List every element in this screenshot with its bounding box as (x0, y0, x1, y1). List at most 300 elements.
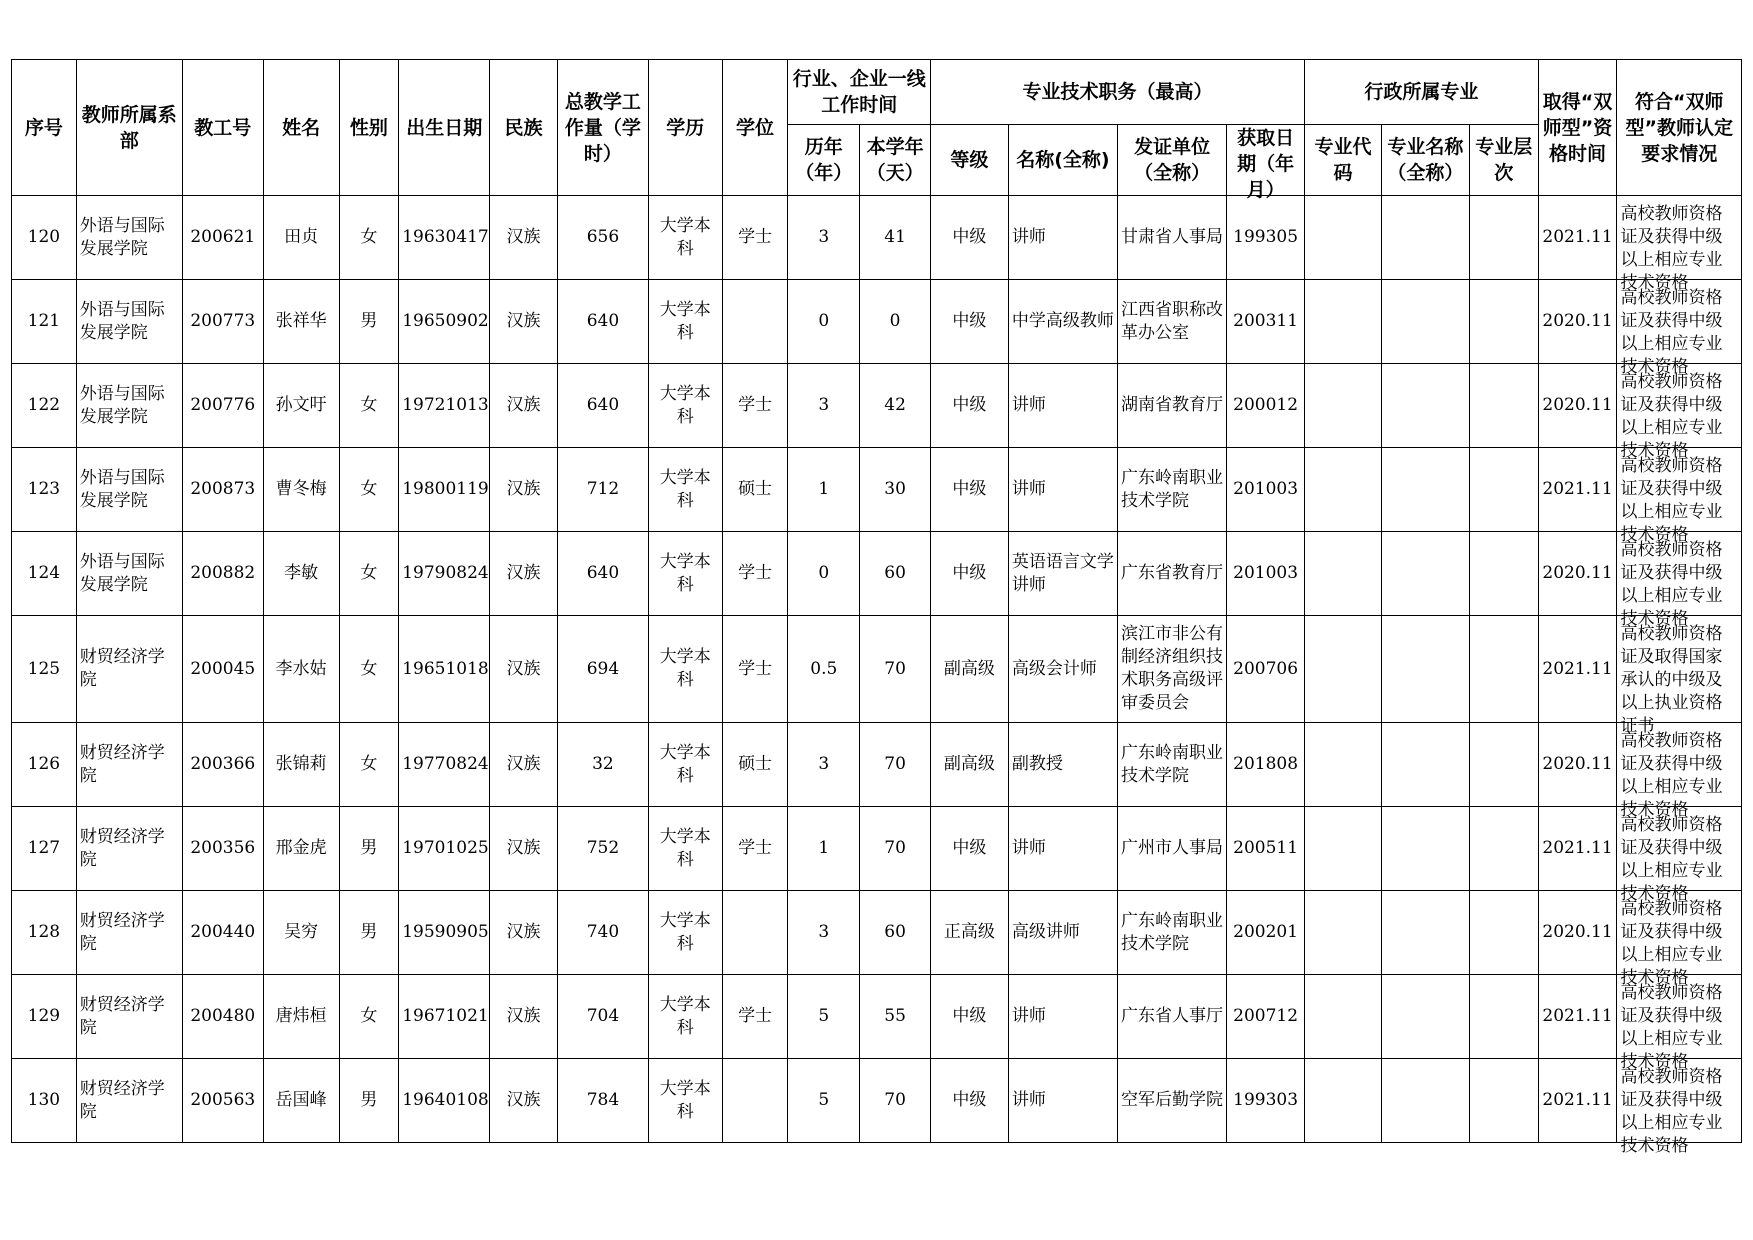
cell-workload (557, 616, 648, 723)
cell-requirement-text: 高校教师资格证及取得国家承认的中级及以上执业资格证书 (1620, 624, 1723, 736)
cell-prof-level-text: 副高级 (943, 658, 995, 679)
cell-prof-title-text: 副教授 (1011, 754, 1063, 774)
cell-cert-time-text: 2021.11 (1542, 1006, 1613, 1026)
teacher-qualification-table (11, 59, 1742, 1156)
cell-prof-date (1227, 891, 1305, 975)
cell-seq-text: 123 (27, 479, 61, 499)
cell-cert-time-text: 2020.11 (1542, 754, 1613, 774)
cell-degree-text: 学士 (738, 395, 773, 415)
cell-prof-level-text: 中级 (952, 395, 987, 415)
table-row (12, 616, 1742, 723)
cell-workload (557, 723, 648, 807)
cell-prof-date (1227, 280, 1305, 364)
cell-dept (76, 196, 182, 280)
cell-degree (722, 1059, 788, 1143)
cell-prof-date (1227, 364, 1305, 448)
header-ethnicity: 民族 (490, 60, 558, 196)
cell-name (263, 891, 339, 975)
cell-degree (722, 196, 788, 280)
cell-cert-time-text: 2020.11 (1542, 311, 1613, 331)
cell-staff-id (182, 532, 263, 616)
cell-industry-days-text: 70 (884, 838, 906, 858)
cell-prof-level (930, 891, 1008, 975)
cell-degree (722, 723, 788, 807)
cell-admin-name (1381, 891, 1469, 975)
cell-industry-days (860, 616, 931, 723)
cell-requirement (1617, 280, 1742, 377)
cell-prof-title (1008, 975, 1117, 1059)
cell-prof-date (1227, 1059, 1305, 1143)
cell-birth-text: 19650902 (402, 311, 489, 331)
cell-requirement (1617, 448, 1742, 545)
cell-seq (12, 448, 77, 532)
cell-prof-issuer-text: 广东岭南职业技术学院 (1121, 910, 1224, 954)
cell-industry-days-text: 70 (884, 754, 906, 774)
cell-prof-issuer-text: 广东岭南职业技术学院 (1121, 467, 1224, 511)
cell-prof-date (1227, 975, 1305, 1059)
cell-requirement-text: 高校教师资格证及获得中级以上相应专业技术资格 (1620, 814, 1723, 904)
cell-ethnicity (490, 975, 558, 1059)
cell-workload (557, 448, 648, 532)
cell-cert-time (1538, 891, 1617, 975)
cell-gender (339, 616, 399, 723)
cell-admin-tier (1469, 364, 1538, 448)
cell-ethnicity (490, 196, 558, 280)
header-education: 学历 (648, 60, 722, 196)
cell-gender (339, 1059, 399, 1143)
cell-industry-years (788, 364, 860, 448)
cell-birth (399, 891, 490, 975)
cell-admin-tier (1469, 723, 1538, 807)
cell-prof-date (1227, 616, 1305, 723)
cell-cert-time-text: 2021.11 (1542, 227, 1613, 247)
table-row (12, 891, 1742, 975)
cell-gender-text: 女 (360, 563, 378, 583)
cell-dept (76, 364, 182, 448)
cell-cert-time (1538, 196, 1617, 280)
cell-prof-level-text: 中级 (952, 1090, 987, 1110)
cell-industry-days (860, 448, 931, 532)
cell-ethnicity (490, 723, 558, 807)
cell-name (263, 196, 339, 280)
cell-education-text: 大学本科 (659, 910, 711, 954)
cell-requirement (1617, 723, 1742, 820)
cell-birth (399, 975, 490, 1059)
cell-ethnicity-text: 汉族 (506, 754, 541, 774)
cell-staff-id-text: 200480 (190, 1006, 256, 1026)
cell-name (263, 723, 339, 807)
cell-degree-text: 学士 (738, 227, 773, 247)
cell-name-text: 曹冬梅 (275, 479, 327, 499)
header-prof-date-text: 获取日期（年月） (1237, 127, 1295, 201)
cell-prof-issuer-text: 广州市人事局 (1121, 838, 1224, 858)
cell-prof-issuer (1118, 807, 1227, 891)
cell-prof-level (930, 616, 1008, 723)
header-birth: 出生日期 (399, 60, 490, 196)
cell-prof-issuer (1118, 723, 1227, 807)
cell-prof-date-text: 200201 (1233, 922, 1299, 942)
cell-prof-date-text: 201003 (1233, 563, 1299, 583)
cell-prof-issuer (1118, 975, 1227, 1059)
cell-name (263, 616, 339, 723)
cell-seq-text: 130 (27, 1090, 61, 1110)
cell-seq (12, 532, 77, 616)
cell-ethnicity-text: 汉族 (506, 395, 541, 415)
cell-industry-years-text: 0 (818, 563, 830, 583)
cell-admin-code (1305, 723, 1382, 807)
cell-workload-text: 712 (586, 479, 620, 499)
cell-ethnicity (490, 364, 558, 448)
cell-admin-code (1305, 196, 1382, 280)
cell-dept-text: 外语与国际发展学院 (79, 467, 165, 511)
cell-ethnicity (490, 891, 558, 975)
cell-birth-text: 19800119 (402, 479, 489, 499)
cell-industry-days (860, 532, 931, 616)
header-prof-title-text: 名称(全称) (1016, 149, 1110, 171)
cell-seq (12, 723, 77, 807)
cell-industry-years-text: 3 (818, 395, 830, 415)
cell-dept-text: 外语与国际发展学院 (79, 215, 165, 259)
table-header (12, 60, 1742, 201)
cell-ethnicity (490, 616, 558, 723)
cell-dept (76, 280, 182, 364)
cell-name-text: 邢金虎 (275, 838, 327, 858)
cell-prof-issuer (1118, 891, 1227, 975)
cell-birth (399, 723, 490, 807)
header-cert-time: 取得“双师型”资格时间 (1538, 60, 1617, 196)
cell-dept-text: 财贸经济学院 (79, 826, 165, 870)
cell-staff-id-text: 200776 (190, 395, 256, 415)
cell-dept (76, 807, 182, 891)
cell-prof-level-text: 中级 (952, 1006, 987, 1026)
cell-ethnicity-text: 汉族 (506, 1006, 541, 1026)
cell-seq-text: 122 (27, 395, 61, 415)
cell-prof-title (1008, 807, 1117, 891)
cell-staff-id (182, 891, 263, 975)
cell-prof-date-text: 200706 (1233, 658, 1299, 679)
cell-requirement (1617, 1059, 1742, 1156)
cell-prof-level (930, 280, 1008, 364)
cell-admin-tier (1469, 532, 1538, 616)
table-row (12, 280, 1742, 364)
cell-prof-issuer-text: 江西省职称改革办公室 (1121, 299, 1224, 343)
cell-admin-code (1305, 364, 1382, 448)
cell-admin-name (1381, 723, 1469, 807)
cell-prof-issuer-text: 广东岭南职业技术学院 (1121, 742, 1224, 786)
cell-staff-id (182, 807, 263, 891)
cell-name (263, 280, 339, 364)
cell-dept (76, 616, 182, 723)
cell-name (263, 1059, 339, 1143)
cell-prof-issuer-text: 空军后勤学院 (1121, 1090, 1224, 1110)
cell-prof-level (930, 807, 1008, 891)
cell-prof-level (930, 448, 1008, 532)
cell-name-text: 李水姑 (275, 658, 327, 679)
cell-birth (399, 364, 490, 448)
cell-admin-code (1305, 891, 1382, 975)
header-prof-date (1227, 125, 1305, 201)
cell-seq-text: 129 (27, 1006, 61, 1026)
cell-gender-text: 男 (360, 311, 378, 331)
cell-prof-title-text: 讲师 (1011, 227, 1046, 247)
cell-education-text: 大学本科 (659, 826, 711, 870)
table-body (12, 196, 1742, 1156)
cell-prof-date-text: 199305 (1233, 227, 1299, 247)
cell-seq (12, 364, 77, 448)
cell-name (263, 807, 339, 891)
header-prof-level-text: 等级 (950, 149, 989, 171)
cell-prof-issuer (1118, 280, 1227, 364)
cell-gender-text: 女 (360, 754, 378, 774)
cell-admin-name (1381, 532, 1469, 616)
cell-education-text: 大学本科 (659, 551, 711, 595)
cell-prof-title-text: 英语语言文学讲师 (1011, 551, 1114, 595)
cell-seq-text: 127 (27, 838, 61, 858)
cell-prof-issuer (1118, 616, 1227, 723)
cell-prof-date (1227, 448, 1305, 532)
cell-education (648, 723, 722, 807)
cell-industry-days (860, 723, 931, 807)
cell-workload (557, 196, 648, 280)
cell-prof-date-text: 200311 (1233, 311, 1299, 331)
cell-prof-issuer-text: 滨江市非公有制经济组织技术职务高级评审委员会 (1121, 624, 1224, 713)
cell-industry-days-text: 60 (884, 563, 906, 583)
header-admin-name (1381, 125, 1469, 196)
cell-admin-tier (1469, 196, 1538, 280)
cell-workload (557, 891, 648, 975)
cell-admin-code (1305, 1059, 1382, 1143)
header-industry-years-text: 历年（年） (795, 136, 853, 184)
cell-prof-level (930, 364, 1008, 448)
cell-workload-text: 704 (586, 1006, 620, 1026)
cell-prof-issuer-text: 广东省人事厅 (1121, 1006, 1224, 1026)
cell-prof-title (1008, 364, 1117, 448)
cell-birth-text: 19721013 (402, 395, 489, 415)
cell-requirement (1617, 364, 1742, 461)
cell-industry-years-text: 3 (818, 227, 830, 247)
cell-dept (76, 532, 182, 616)
cell-prof-issuer-text: 湖南省教育厅 (1121, 395, 1224, 415)
cell-dept-text: 财贸经济学院 (79, 1078, 165, 1122)
cell-name-text: 张祥华 (275, 311, 327, 331)
cell-workload (557, 1059, 648, 1143)
cell-prof-title-text: 讲师 (1011, 1006, 1046, 1026)
cell-admin-name (1381, 280, 1469, 364)
cell-birth-text: 19640108 (402, 1090, 489, 1110)
header-admin-name-text: 专业名称（全称） (1387, 136, 1464, 184)
cell-seq-text: 126 (27, 754, 61, 774)
cell-admin-name (1381, 196, 1469, 280)
cell-birth (399, 280, 490, 364)
cell-admin-name (1381, 616, 1469, 723)
header-dept: 教师所属系部 (76, 60, 182, 196)
cell-admin-code (1305, 448, 1382, 532)
header-industry-days-text: 本学年（天） (866, 136, 924, 184)
cell-requirement-text: 高校教师资格证及获得中级以上相应专业技术资格 (1620, 455, 1723, 545)
cell-prof-issuer-text: 广东省教育厅 (1121, 563, 1224, 583)
cell-education (648, 448, 722, 532)
cell-dept-text: 财贸经济学院 (79, 910, 165, 954)
header-seq: 序号 (12, 60, 77, 196)
cell-cert-time (1538, 448, 1617, 532)
cell-requirement (1617, 196, 1742, 293)
cell-industry-years (788, 1059, 860, 1143)
cell-degree-text: 硕士 (738, 754, 773, 774)
cell-gender (339, 448, 399, 532)
cell-prof-issuer (1118, 448, 1227, 532)
cell-staff-id (182, 364, 263, 448)
cell-staff-id (182, 616, 263, 723)
cell-requirement (1617, 891, 1742, 988)
cell-birth-text: 19790824 (402, 563, 489, 583)
cell-cert-time (1538, 532, 1617, 616)
cell-cert-time (1538, 807, 1617, 891)
cell-cert-time-text: 2021.11 (1542, 1090, 1613, 1110)
cell-birth-text: 19770824 (402, 754, 489, 774)
header-degree: 学位 (722, 60, 788, 196)
cell-seq (12, 975, 77, 1059)
cell-industry-years (788, 616, 860, 723)
cell-admin-tier (1469, 1059, 1538, 1143)
cell-requirement-text: 高校教师资格证及获得中级以上相应专业技术资格 (1620, 203, 1723, 293)
cell-seq-text: 128 (27, 922, 61, 942)
cell-cert-time (1538, 975, 1617, 1059)
cell-prof-issuer (1118, 532, 1227, 616)
cell-gender (339, 532, 399, 616)
cell-prof-date-text: 200012 (1233, 395, 1299, 415)
cell-industry-days (860, 364, 931, 448)
cell-admin-tier (1469, 975, 1538, 1059)
cell-industry-years-text: 0 (818, 311, 830, 331)
cell-workload (557, 807, 648, 891)
cell-education (648, 616, 722, 723)
cell-staff-id (182, 448, 263, 532)
header-admin-code (1305, 125, 1382, 196)
cell-industry-years (788, 448, 860, 532)
cell-gender-text: 女 (360, 395, 378, 415)
cell-industry-days (860, 196, 931, 280)
cell-prof-title (1008, 280, 1117, 364)
header-industry-days (860, 125, 931, 196)
cell-admin-code (1305, 975, 1382, 1059)
header-prof-issuer (1118, 125, 1227, 196)
cell-name (263, 448, 339, 532)
cell-name-text: 田贞 (284, 227, 319, 247)
cell-requirement (1617, 616, 1742, 736)
cell-requirement-text: 高校教师资格证及获得中级以上相应专业技术资格 (1620, 371, 1723, 461)
cell-staff-id-text: 200621 (190, 227, 256, 247)
cell-ethnicity-text: 汉族 (506, 838, 541, 858)
cell-cert-time-text: 2021.11 (1542, 479, 1613, 499)
cell-prof-title-text: 讲师 (1011, 479, 1046, 499)
cell-dept-text: 财贸经济学院 (79, 647, 165, 690)
cell-cert-time-text: 2020.11 (1542, 922, 1613, 942)
cell-seq-text: 124 (27, 563, 61, 583)
cell-ethnicity (490, 532, 558, 616)
cell-gender-text: 女 (360, 227, 378, 247)
cell-prof-level (930, 532, 1008, 616)
cell-birth-text: 19671021 (402, 1006, 489, 1026)
header-prof-level (930, 125, 1008, 196)
cell-industry-days-text: 30 (884, 479, 906, 499)
header-requirement: 符合“双师型”教师认定要求情况 (1617, 60, 1742, 196)
cell-gender-text: 女 (360, 1006, 378, 1026)
cell-admin-tier (1469, 616, 1538, 723)
cell-industry-years-text: 5 (818, 1090, 830, 1110)
cell-seq-text: 120 (27, 227, 61, 247)
cell-staff-id (182, 1059, 263, 1143)
cell-education-text: 大学本科 (659, 215, 711, 259)
cell-degree-text: 学士 (738, 1006, 773, 1026)
cell-seq (12, 891, 77, 975)
cell-staff-id-text: 200356 (190, 838, 256, 858)
cell-prof-date-text: 200511 (1233, 838, 1299, 858)
cell-staff-id (182, 723, 263, 807)
cell-prof-date (1227, 723, 1305, 807)
cell-birth (399, 196, 490, 280)
cell-education (648, 364, 722, 448)
cell-prof-date (1227, 532, 1305, 616)
cell-industry-days-text: 0 (889, 311, 901, 331)
cell-ethnicity-text: 汉族 (506, 922, 541, 942)
cell-name (263, 532, 339, 616)
cell-dept-text: 财贸经济学院 (79, 742, 165, 786)
cell-staff-id-text: 200045 (190, 658, 256, 679)
cell-gender (339, 975, 399, 1059)
cell-dept (76, 723, 182, 807)
cell-prof-level-text: 副高级 (943, 754, 995, 774)
cell-industry-days-text: 60 (884, 922, 906, 942)
header-workload: 总教学工作量（学时） (557, 60, 648, 196)
cell-dept (76, 975, 182, 1059)
cell-staff-id-text: 200563 (190, 1090, 256, 1110)
cell-cert-time (1538, 616, 1617, 723)
header-admin-group: 行政所属专业 (1305, 60, 1539, 125)
cell-workload (557, 975, 648, 1059)
cell-prof-date (1227, 807, 1305, 891)
cell-admin-code (1305, 532, 1382, 616)
cell-gender (339, 807, 399, 891)
cell-workload-text: 784 (586, 1090, 620, 1110)
cell-admin-tier (1469, 891, 1538, 975)
cell-workload-text: 740 (586, 922, 620, 942)
cell-degree (722, 975, 788, 1059)
cell-prof-date (1227, 196, 1305, 280)
cell-degree (722, 448, 788, 532)
cell-education (648, 975, 722, 1059)
cell-prof-title (1008, 448, 1117, 532)
cell-gender (339, 364, 399, 448)
cell-education (648, 532, 722, 616)
cell-prof-title (1008, 1059, 1117, 1143)
cell-requirement (1617, 532, 1742, 629)
cell-admin-tier (1469, 280, 1538, 364)
cell-workload-text: 752 (586, 838, 620, 858)
header-industry-years (788, 125, 860, 196)
cell-staff-id-text: 200440 (190, 922, 256, 942)
cell-cert-time (1538, 280, 1617, 364)
cell-requirement-text: 高校教师资格证及获得中级以上相应专业技术资格 (1620, 898, 1723, 988)
cell-gender (339, 723, 399, 807)
cell-cert-time-text: 2020.11 (1542, 563, 1613, 583)
cell-prof-level (930, 196, 1008, 280)
cell-birth (399, 1059, 490, 1143)
cell-gender (339, 280, 399, 364)
cell-education (648, 280, 722, 364)
cell-dept (76, 1059, 182, 1143)
cell-prof-title-text: 高级会计师 (1011, 658, 1097, 679)
cell-staff-id-text: 200366 (190, 754, 256, 774)
